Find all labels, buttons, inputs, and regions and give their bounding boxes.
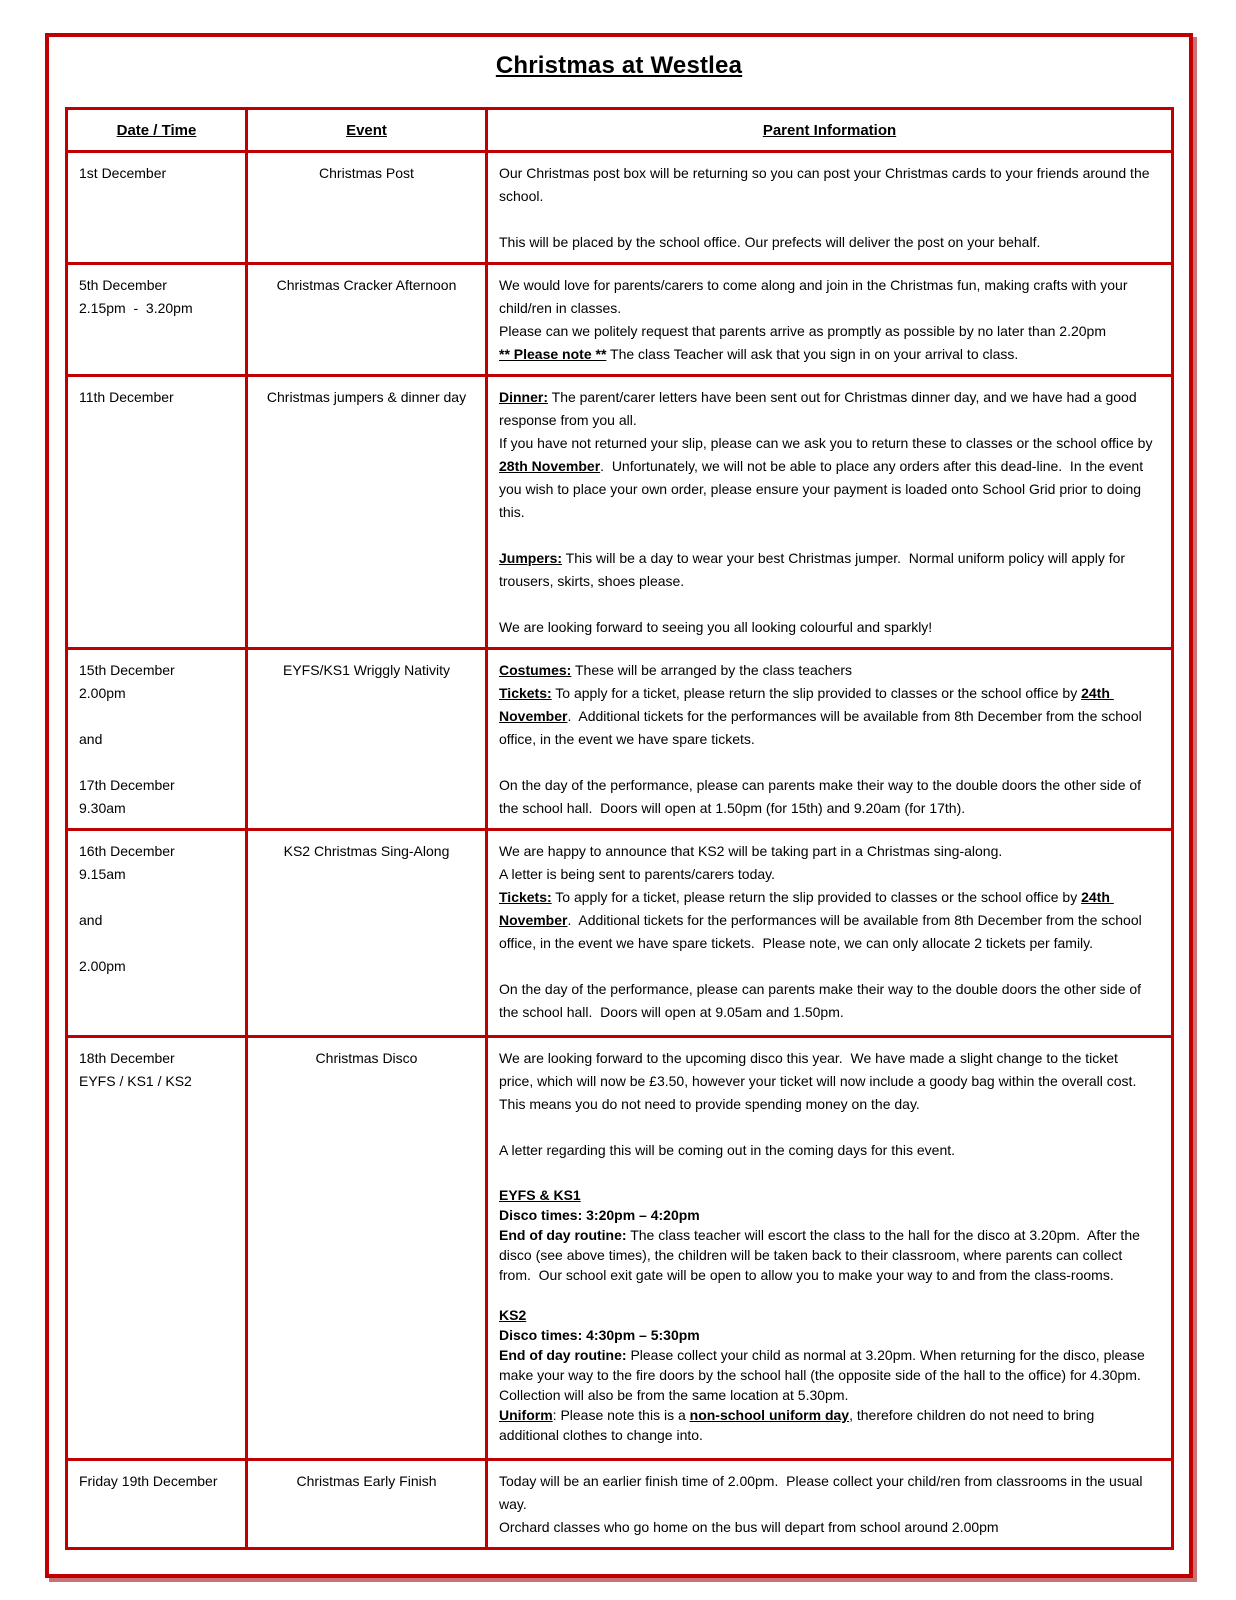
date-cell [68,1038,248,1458]
table-row [68,1458,1171,1547]
event-label: KS2 Christmas Sing-Along [283,843,450,859]
date-line: 2.00pm [79,685,126,701]
paragraph [499,978,1155,1024]
paragraph [499,343,1155,366]
text-run: . Additional tickets for the performances will be available from 8th December from the school office, in the event we have spare tickets. [499,708,1146,747]
text-run: To apply for a ticket, please return the slip provided to classes or the school office by [551,685,1082,701]
text-run: A letter regarding this will be coming out in the coming days for this event. [499,1142,956,1158]
text-run: Tickets: [499,685,552,701]
date-line: 17th December [79,777,175,793]
text-run: Our Christmas post box will be returning so you can post your Christmas cards to your friends around the school. [499,165,1154,204]
events-table [65,107,1174,1550]
paragraph [499,231,1155,254]
date-line: 16th December [79,843,175,859]
event-label: Christmas Cracker Afternoon [276,277,457,293]
info-cell [488,650,1171,828]
text-run: We would love for parents/carers to come along and join in the Christmas fun, making crafts with your child/ren in classes. [499,277,1132,316]
event-cell [248,153,488,262]
paragraph [499,432,1155,524]
info-cell [488,265,1171,374]
text-run: Disco times: 4:30pm – 5:30pm [499,1327,700,1343]
text-run: . Additional tickets for the performances will be available from 8th December from the school office, in the event we have spare tickets. Please note, we can only allocate 2 tickets per family. [499,912,1146,951]
text-run: non-school uniform day [689,1407,850,1423]
table-row [68,647,1171,828]
text-run: 28th November [499,458,601,474]
event-cell [248,265,488,374]
paragraph [499,547,1155,593]
info-cell [488,1038,1171,1458]
date-cell [68,1461,248,1547]
text-run: Today will be an earlier finish time of 2.00pm. Please collect your child/ren from classrooms in the usual way. [499,1473,1147,1512]
text-run: The parent/carer letters have been sent out for Christmas dinner day, and we have had a good response from you all. [499,389,1141,428]
text-run: We are looking forward to the upcoming disco this year. We have made a slight change to the ticket price, which will now be £3.50, however your ticket will now include a goody bag within the overall cost. This means you do not need to provide spending money on the day. [499,1050,1144,1112]
event-cell [248,377,488,647]
paragraph [499,162,1155,208]
event-label: Christmas Early Finish [296,1473,437,1489]
paragraph [499,751,1155,774]
paragraph [499,1470,1155,1516]
text-run: Costumes: [499,662,572,678]
date-line: 2.15pm - 3.20pm [79,300,193,316]
paragraph [499,1285,1155,1305]
text-run: Jumpers: [499,550,563,566]
text-run: If you have not returned your slip, please can we ask you to return these to classes or the school office by [499,435,1157,451]
event-cell [248,650,488,828]
text-run: End of day routine: [499,1347,627,1363]
paragraph [499,1185,1155,1205]
date-cell [68,377,248,647]
date-cell [68,831,248,1035]
date-line [79,705,237,728]
paragraph [499,386,1155,432]
text-run: Disco times: 3:20pm – 4:20pm [499,1207,700,1223]
table-row [68,1035,1171,1458]
date-cell [68,265,248,374]
event-cell [248,1038,488,1458]
paragraph [499,274,1155,320]
paragraph [499,1516,1155,1539]
table-row [68,150,1171,262]
paragraph [499,1345,1155,1405]
event-label: EYFS/KS1 Wriggly Nativity [282,662,450,678]
table-row [68,828,1171,1035]
paragraph [499,840,1155,863]
date-line: and [79,912,103,928]
header-event: Event [248,110,488,150]
event-label: Christmas Disco [315,1050,418,1066]
date-cell [68,650,248,828]
text-run: This will be placed by the school office. Our prefects will deliver the post on your behalf. [499,234,1041,250]
paragraph [499,1162,1155,1185]
paragraph [499,593,1155,616]
event-cell [248,1461,488,1547]
text-run: This will be a day to wear your best Christmas jumper. Normal uniform policy will apply for trousers, skirts, shoes please. [499,550,1129,589]
date-line [79,932,237,955]
info-cell [488,153,1171,262]
event-label: Christmas jumpers & dinner day [266,389,467,405]
page-title: Christmas at Westlea [495,52,743,79]
text-run: . Unfortunately, we will not be able to place any orders after this dead-line. In the event you wish to place your own order, please ensure your payment is loaded onto School Grid prior to doing this. [499,458,1147,520]
paragraph [499,1405,1155,1445]
paragraph [499,1047,1155,1116]
date-line: 18th December [79,1050,175,1066]
date-line [79,751,237,774]
paragraph [499,524,1155,547]
text-run: Dinner: [499,389,548,405]
text-run: To apply for a ticket, please return the slip provided to classes or the school office by [551,889,1082,905]
date-line: 9.15am [79,866,126,882]
paragraph [499,208,1155,231]
paragraph [499,616,1155,639]
text-run: End of day routine: [499,1227,627,1243]
date-line: 5th December [79,277,167,293]
date-line: 15th December [79,662,175,678]
text-run: : Please note this is a [552,1407,690,1423]
table-header-row [68,110,1171,150]
table-body [68,150,1171,1547]
header-date-time: Date / Time [68,110,248,150]
date-line [79,886,237,909]
text-run: 24th November [499,889,1114,928]
info-cell [488,831,1171,1035]
paragraph [499,1205,1155,1225]
event-cell [248,831,488,1035]
text-run: Please collect your child as normal at 3.20pm. When returning for the disco, please make your way to the fire doors by the school hall (the opposite side of the hall to the office) for 4.30pm. Collection will also be from the same location at 5.30pm. [499,1347,1149,1403]
date-line: Friday 19th December [79,1473,218,1489]
text-run: EYFS & KS1 [499,1187,581,1203]
paragraph [499,1305,1155,1325]
text-run: 24th November [499,685,1114,724]
text-run: KS2 [499,1307,527,1323]
event-label: Christmas Post [319,165,414,181]
text-run: Tickets: [499,889,552,905]
text-run: , therefore children do not need to bring additional clothes to change into. [499,1407,1099,1443]
text-run: ** Please note ** [499,346,607,362]
paragraph [499,1139,1155,1162]
text-run: Uniform [499,1407,553,1423]
paragraph [499,774,1155,820]
text-run: On the day of the performance, please can parents make their way to the double doors the other side of the school hall. Doors will open at 9.05am and 1.50pm. [499,981,1145,1020]
text-run: Orchard classes who go home on the bus will depart from school around 2.00pm [499,1519,999,1535]
text-run: We are looking forward to seeing you all looking colourful and sparkly! [499,619,933,635]
date-line: 2.00pm [79,958,126,974]
date-cell [68,153,248,262]
paragraph [499,320,1155,343]
info-cell [488,377,1171,647]
text-run: Please can we politely request that parents arrive as promptly as possible by no later than 2.20pm [499,323,1106,339]
paragraph [499,659,1155,682]
table-row [68,374,1171,647]
header-parent-information: Parent Information [762,122,897,139]
paragraph [499,1325,1155,1345]
text-run: A letter is being sent to parents/carers today. [499,866,776,882]
text-run: The class teacher will escort the class to the hall for the disco at 3.20pm. After the disco (see above times), the children will be taken back to their classroom, where parents can collect from. Our school exit gate will be open to allow you to make your way to and from the class-rooms. [499,1227,1144,1283]
paragraph [499,682,1155,751]
date-line: EYFS / KS1 / KS2 [79,1073,192,1089]
table-row [68,262,1171,374]
paragraph [499,1225,1155,1285]
date-line: and [79,731,103,747]
text-run: On the day of the performance, please can parents make their way to the double doors the other side of the school hall. Doors will open at 1.50pm (for 15th) and 9.20am (for 17th). [499,777,1145,816]
paragraph [499,955,1155,978]
paragraph [499,886,1155,955]
date-line: 9.30am [79,800,126,816]
paragraph [499,1116,1155,1139]
text-run: The class Teacher will ask that you sign in on your arrival to class. [606,346,1019,362]
text-run: These will be arranged by the class teachers [571,662,853,678]
date-line: 1st December [79,165,167,181]
document-frame [45,33,1193,1578]
paragraph [499,863,1155,886]
info-cell [488,1461,1171,1547]
date-line: 11th December [79,389,174,405]
text-run: We are happy to announce that KS2 will be taking part in a Christmas sing-along. [499,843,1003,859]
